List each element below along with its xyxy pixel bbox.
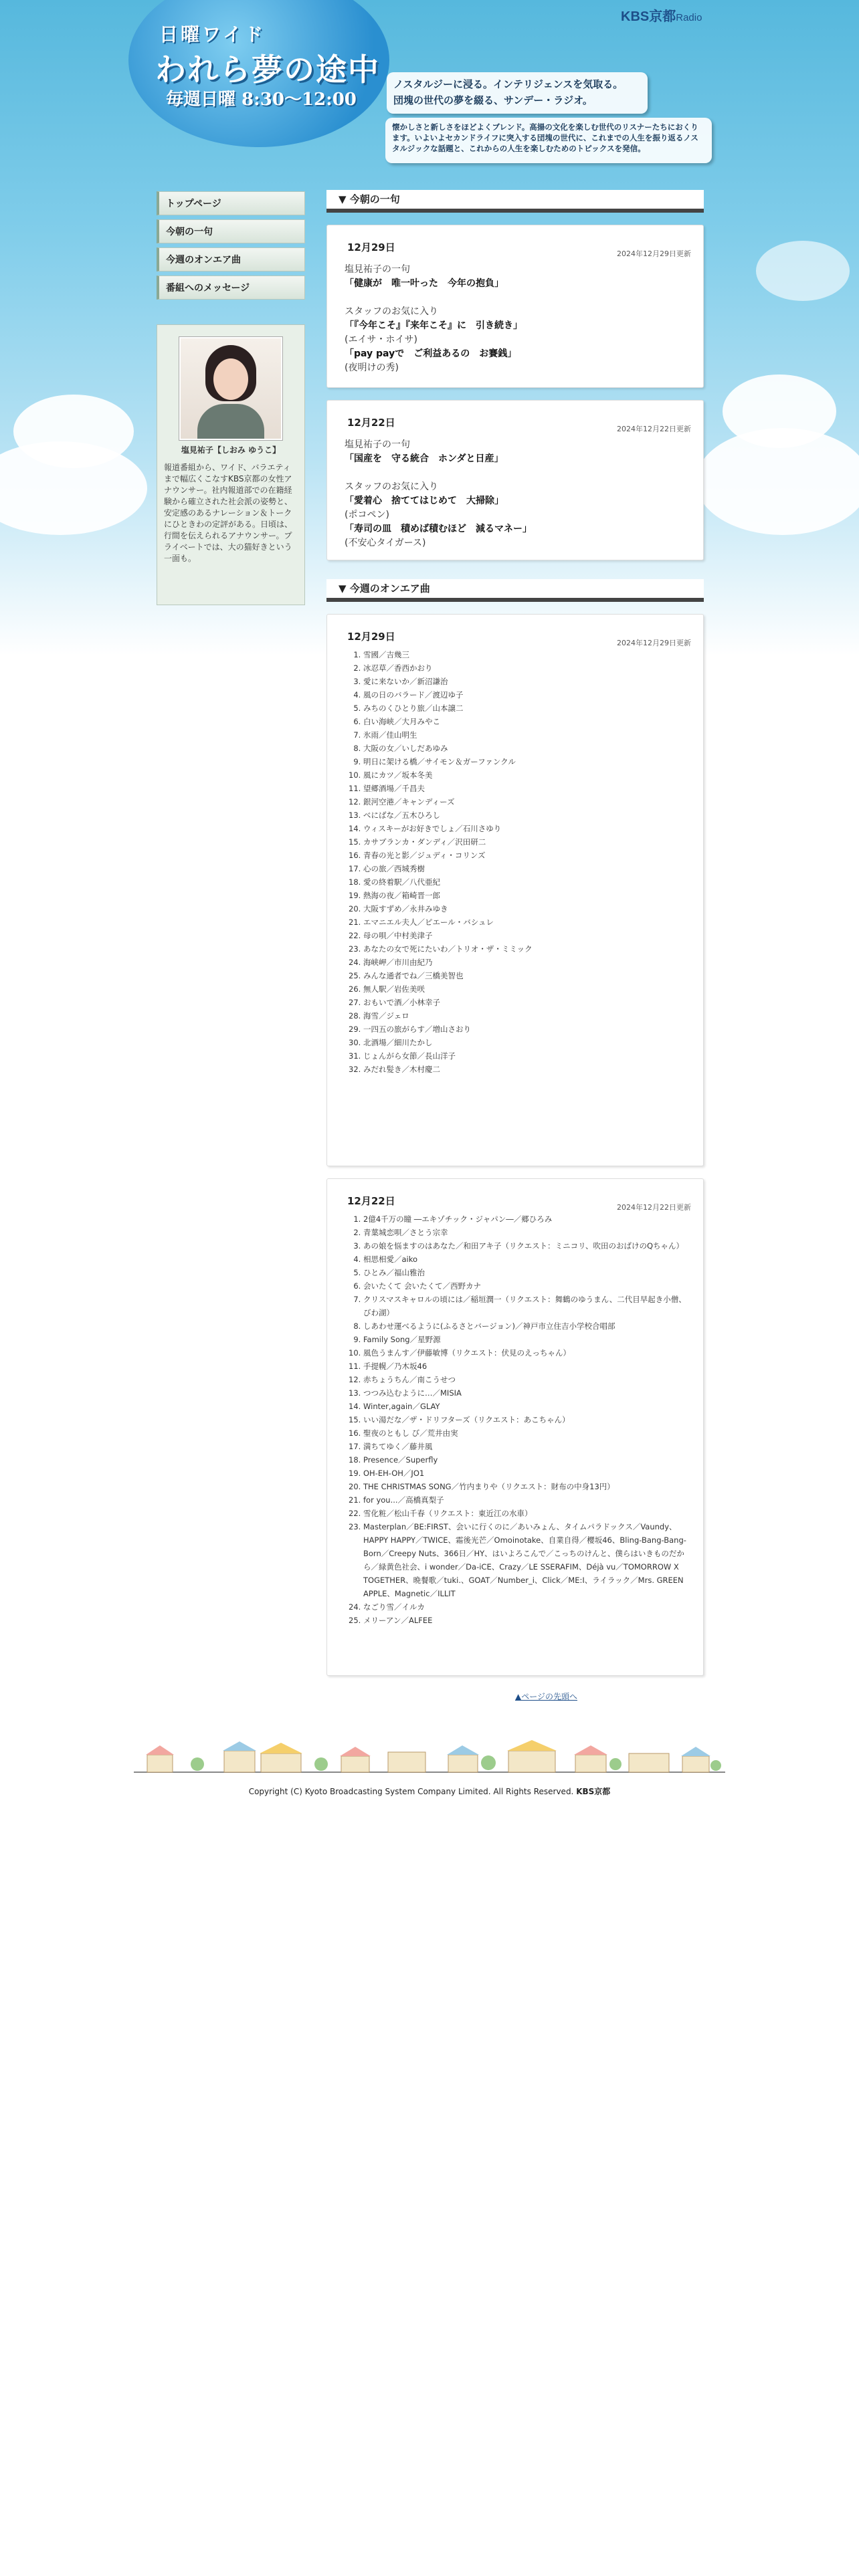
profile-text: 報道番組から、ワイド、バラエティまで幅広くこなすKBS京都の女性アナウンサー。社内報道部での在籍経験から確立された社会派の姿勢と、安定感のあるナレーション＆トークにひときわの定評がある。日頃は、行間を伝えられるアナウンサー。プライベートでは、大の猫好きという一面も。	[164, 463, 293, 563]
sidebar-item-message[interactable]: 番組へのメッセージ	[157, 276, 305, 300]
song-item: 7. 氷雨／佳山明生	[363, 728, 690, 742]
program-subtitle: 日曜ワイド	[159, 23, 266, 45]
song-item: 6. 白い海峡／大月みやこ	[363, 715, 690, 728]
profile-box	[157, 324, 305, 605]
song-item: 4. 風の日のバラード／渡辺ゆ子	[363, 688, 690, 702]
song-item: 20. THE CHRISTMAS SONG／竹内まりや（リクエスト：財布の中身13円）	[363, 1480, 690, 1493]
station-logo[interactable]	[621, 5, 702, 25]
song-item: 9. Family Song／星野源	[363, 1333, 690, 1346]
song-item: 3. あの娘を悩ますのはあなた／和田アキ子（リクエスト：ミニコリ、吹田のおばけのQちゃん）	[363, 1239, 690, 1253]
footer	[0, 1786, 859, 1797]
song-item: 5. みちのくひとり旅／山本譲二	[363, 702, 690, 715]
section-heading-onair: ▼ 今週のオンエア曲	[326, 579, 704, 602]
onair-card	[326, 1178, 704, 1676]
song-item: 29. 一四五の旅がらす／増山さおり	[363, 1023, 690, 1036]
song-item: 14. ウィスキーがお好きでしょ／石川さゆり	[363, 822, 690, 835]
haiku-line: (ポコペン)	[345, 510, 389, 520]
tagline-line-1: ノスタルジーに浸る。インテリジェンスを気取る。	[393, 78, 624, 90]
haiku-line: スタッフのお気に入り	[345, 306, 438, 317]
haiku-line-bold: 「健康が 唯一叶った 今年の抱負」	[345, 278, 504, 289]
card-updated: 2024年12月22日更新	[617, 1203, 691, 1212]
cloud-decoration	[756, 241, 850, 301]
station-radio-label: Radio	[676, 12, 702, 23]
song-item: 17. 心の旅／西城秀樹	[363, 862, 690, 875]
haiku-line-bold: 「寿司の皿 積めば積むほど 減るマネー」	[345, 524, 532, 534]
song-item: 25. メリーアン／ALFEE	[363, 1614, 690, 1627]
song-item: 26. 無人駅／岩佐美咲	[363, 982, 690, 996]
haiku-card	[326, 225, 704, 388]
station-name: KBS京都	[621, 9, 676, 24]
cloud-decoration	[0, 441, 147, 535]
haiku-line: 塩見祐子の一句	[345, 264, 410, 275]
song-item: 10. 風色うまんす／伊藤敏博（リクエスト：伏見のえっちゃん）	[363, 1346, 690, 1360]
song-item: 2. 冰忍草／香西かおり	[363, 661, 690, 675]
haiku-line: (エイサ・ホイサ)	[345, 334, 417, 345]
song-item: 32. みだれ髪き／木村慶二	[363, 1063, 690, 1076]
tagline-box	[387, 72, 648, 114]
song-item: 20. 大阪すずめ／永井みゆき	[363, 902, 690, 916]
card-date: 12月29日	[347, 241, 395, 253]
haiku-card	[326, 400, 704, 560]
section-heading-haiku: ▼ 今朝の一句	[326, 190, 704, 213]
song-item: 14. Winter,again／GLAY	[363, 1400, 690, 1413]
song-item: 13. つつみ込むように…／MISIA	[363, 1386, 690, 1400]
song-item: 2. 青葉城恋唄／さとう宗幸	[363, 1226, 690, 1239]
page-wrapper	[134, 0, 725, 2576]
song-item: 15. いい湯だな／ザ・ドリフターズ（リクエスト：あこちゃん）	[363, 1413, 690, 1426]
song-item: 10. 風にカツ／坂本冬美	[363, 768, 690, 782]
haiku-line-bold: 「国産を 守る統合 ホンダと日産」	[345, 453, 504, 464]
song-item: 1. 2億4千万の瞳 ―エキゾチック・ジャパン―／郷ひろみ	[363, 1212, 690, 1226]
song-item: 27. おもいで酒／小林幸子	[363, 996, 690, 1009]
card-updated: 2024年12月29日更新	[617, 639, 691, 647]
haiku-body	[345, 438, 690, 550]
section-heading-haiku-text: 今朝の一句	[349, 193, 400, 205]
song-item: 3. 愛に来ないか／新沼謙治	[363, 675, 690, 688]
card-date: 12月22日	[347, 417, 395, 429]
song-list-wrap	[345, 1212, 690, 1627]
song-item: 8. しあわせ運べるように(ふるさとバージョン)／神戸市立住吉小学校合唱部	[363, 1319, 690, 1333]
haiku-line: スタッフのお気に入り	[345, 481, 438, 492]
intro-box: 懐かしさと新しさをほどよくブレンド。高揚の文化を楽しむ世代のリスナーたちにおくります。いよいよセカンドライフに突入する団塊の世代に、これまでの人生を振り返るノスタルジックな話題と、これからの人生を楽しむためのトピックスを発信。	[385, 118, 712, 163]
section-heading-onair-text: 今週のオンエア曲	[349, 582, 430, 595]
song-item: 12. 銀河空港／キャンディーズ	[363, 795, 690, 809]
song-item: 13. べにばな／五木ひろし	[363, 809, 690, 822]
tagline-line-2: 団塊の世代の夢を綴る、サンデー・ラジオ。	[393, 94, 593, 106]
song-item: 12. 赤ちょうちん／南こうせつ	[363, 1373, 690, 1386]
program-time: 毎週日曜 8:30〜12:00	[166, 90, 357, 110]
song-item: 23. Masterplan／BE:FIRST、会いに行くのに／あいみょん、タイムパラドックス／Vaundy、HAPPY HAPPY／TWICE、霜後光芒／Omoinotake、自業自得／櫻坂46、Bling-Bang-Bang-Born／Creepy Nuts、366日／HY、はいよろこんで／こっちのけんと、僕らはいきものだから／緑黄色社会、i wonder／Da-iCE、Crazy／LE SSERAFIM、Déjà vu／TOMORROW X TOGETHER、晩餐歌／tuki.、GOAT／Number_i、Click／ME:I、ライラック／Mrs. GREEN APPLE、Magnetic／ILLIT	[363, 1520, 690, 1600]
song-item: 31. じょんがら女節／長山洋子	[363, 1049, 690, 1063]
song-item: 23. あなたの女で死にたいわ／トリオ・ザ・ミミック	[363, 942, 690, 956]
song-item: 16. 聖夜のともし び／荒井由実	[363, 1426, 690, 1440]
song-item: 24. 海峡岬／市川由紀乃	[363, 956, 690, 969]
song-item: 24. なごり雪／イルカ	[363, 1600, 690, 1614]
song-item: 22. 雪化粧／松山千春（リクエスト：東近江の水車）	[363, 1507, 690, 1520]
haiku-line	[345, 291, 690, 305]
song-item: 18. Presence／Superfly	[363, 1453, 690, 1467]
song-item: 22. 母の唄／中村美津子	[363, 929, 690, 942]
haiku-line-bold: 「pay payで ご利益あるの お賽銭」	[345, 348, 517, 359]
card-date: 12月22日	[347, 1195, 395, 1207]
song-item: 21. for you...／高橋真梨子	[363, 1493, 690, 1507]
song-item: 18. 愛の終着駅／八代亜紀	[363, 875, 690, 889]
haiku-line: 塩見祐子の一句	[345, 439, 410, 450]
sidebar-nav	[157, 191, 305, 304]
song-item: 9. 明日に架ける橋／サイモン＆ガーファンクル	[363, 755, 690, 768]
announcer-photo	[179, 337, 282, 440]
card-updated: 2024年12月22日更新	[617, 425, 691, 433]
song-list-wrap	[345, 648, 690, 1076]
footer-copyright: Copyright (C) Kyoto Broadcasting System Company Limited. All Rights Reserved.	[248, 1787, 574, 1796]
song-item: 11. 手提幌／乃木坂46	[363, 1360, 690, 1373]
song-item: 6. 会いたくて 会いたくて／西野カナ	[363, 1279, 690, 1293]
page-top-link[interactable]: ▲ページの先頭へ	[515, 1692, 577, 1701]
song-item: 16. 青春の光と影／ジュディ・コリンズ	[363, 849, 690, 862]
song-item: 1. 雪國／吉幾三	[363, 648, 690, 661]
footer-brand: KBS京都	[576, 1787, 611, 1796]
song-item: 25. みんな通者でね／三橋美智也	[363, 969, 690, 982]
sidebar-item-haiku[interactable]: 今朝の一句	[157, 219, 305, 243]
card-date: 12月29日	[347, 631, 395, 643]
song-item: 19. OH-EH-OH／JO1	[363, 1467, 690, 1480]
song-item: 7. クリスマスキャロルの頃には／稲垣潤一（リクエスト：舞鶴のゆうまん、二代目早起き小僧、びわ湖）	[363, 1293, 690, 1319]
haiku-line	[345, 466, 690, 480]
song-item: 4. 相思相愛／aiko	[363, 1253, 690, 1266]
card-updated: 2024年12月29日更新	[617, 249, 691, 258]
song-item: 5. ひとみ／福山雅治	[363, 1266, 690, 1279]
haiku-body	[345, 263, 690, 375]
haiku-line: (夜明けの秀)	[345, 362, 399, 373]
song-item: 11. 望郷酒場／千昌夫	[363, 782, 690, 795]
haiku-line-bold: 「『今年こそ』『来年こそ』に 引き続き」	[345, 320, 522, 331]
song-item: 8. 大阪の女／いしだあゆみ	[363, 742, 690, 755]
program-title: われら夢の途中	[155, 51, 380, 88]
profile-name: 塩見祐子【しおみ ゆうこ】	[181, 445, 281, 455]
haiku-line: (不安心タイガース)	[345, 538, 426, 548]
song-item: 28. 海雪／ジェロ	[363, 1009, 690, 1023]
song-item: 15. カサブランカ・ダンディ／沢田研二	[363, 835, 690, 849]
haiku-line-bold: 「愛着心 捨ててはじめて 大掃除」	[345, 496, 504, 506]
song-item: 30. 北酒場／細川たかし	[363, 1036, 690, 1049]
song-item: 19. 熱海の夜／箱崎晋一郎	[363, 889, 690, 902]
song-item: 21. エマニエル夫人／ピエール・バシュレ	[363, 916, 690, 929]
song-list	[345, 1212, 690, 1627]
sidebar-item-onair[interactable]: 今週のオンエア曲	[157, 247, 305, 272]
sidebar-item-top[interactable]: トップページ	[157, 191, 305, 215]
onair-card	[326, 614, 704, 1166]
town-illustration	[134, 1739, 725, 1775]
song-item: 17. 満ちてゆく／藤井風	[363, 1440, 690, 1453]
song-list	[345, 648, 690, 1076]
